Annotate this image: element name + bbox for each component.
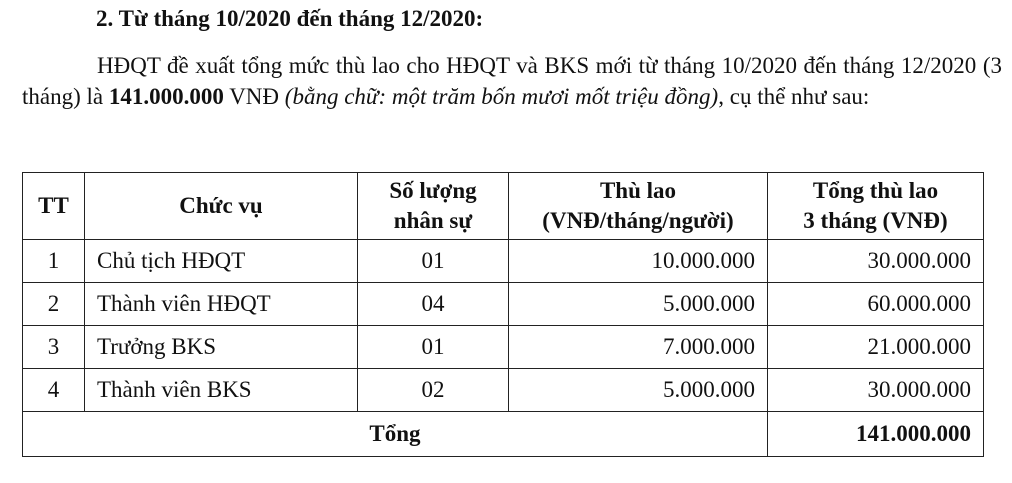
header-count: Số lượng nhân sự — [358, 173, 509, 240]
table-row — [23, 369, 984, 412]
header-total: Tổng thù lao 3 tháng (VNĐ) — [768, 173, 984, 240]
total-label: Tổng — [23, 412, 768, 457]
paragraph-currency: VNĐ — [223, 84, 285, 109]
table-header-row — [23, 173, 984, 240]
total-value: 141.000.000 — [768, 412, 984, 457]
row-fee: 5.000.000 — [509, 283, 768, 326]
row-total: 60.000.000 — [768, 283, 984, 326]
row-position: Chủ tịch HĐQT — [85, 240, 358, 283]
row-position: Thành viên BKS — [85, 369, 358, 412]
header-tt: TT — [23, 173, 85, 240]
header-position: Chức vụ — [85, 173, 358, 240]
row-count: 01 — [358, 240, 509, 283]
row-fee: 10.000.000 — [509, 240, 768, 283]
row-tt: 3 — [23, 326, 85, 369]
row-count: 04 — [358, 283, 509, 326]
row-total: 30.000.000 — [768, 369, 984, 412]
section-heading: 2. Từ tháng 10/2020 đến tháng 12/2020: — [96, 6, 484, 31]
paragraph-text-2: , cụ thể như sau: — [718, 84, 870, 109]
remuneration-table — [22, 172, 984, 457]
row-tt: 1 — [23, 240, 85, 283]
amount-in-words: (bằng chữ: một trăm bốn mươi mốt triệu đồng) — [284, 84, 719, 109]
intro-paragraph — [22, 50, 1002, 112]
row-position: Trưởng BKS — [85, 326, 358, 369]
row-count: 01 — [358, 326, 509, 369]
table-row — [23, 283, 984, 326]
header-fee: Thù lao (VNĐ/tháng/người) — [509, 173, 768, 240]
row-total: 21.000.000 — [768, 326, 984, 369]
total-amount: 141.000.000 — [108, 84, 224, 109]
row-tt: 4 — [23, 369, 85, 412]
row-count: 02 — [358, 369, 509, 412]
table-row — [23, 240, 984, 283]
table-total-row — [23, 412, 984, 457]
row-position: Thành viên HĐQT — [85, 283, 358, 326]
table-row — [23, 326, 984, 369]
row-fee: 7.000.000 — [509, 326, 768, 369]
row-total: 30.000.000 — [768, 240, 984, 283]
paragraph-text-1: HĐQT đề xuất tổng mức thù lao cho HĐQT và BKS mới từ tháng 10/2020 đến tháng 12/2020 (3 tháng) là — [22, 53, 1002, 109]
row-tt: 2 — [23, 283, 85, 326]
row-fee: 5.000.000 — [509, 369, 768, 412]
